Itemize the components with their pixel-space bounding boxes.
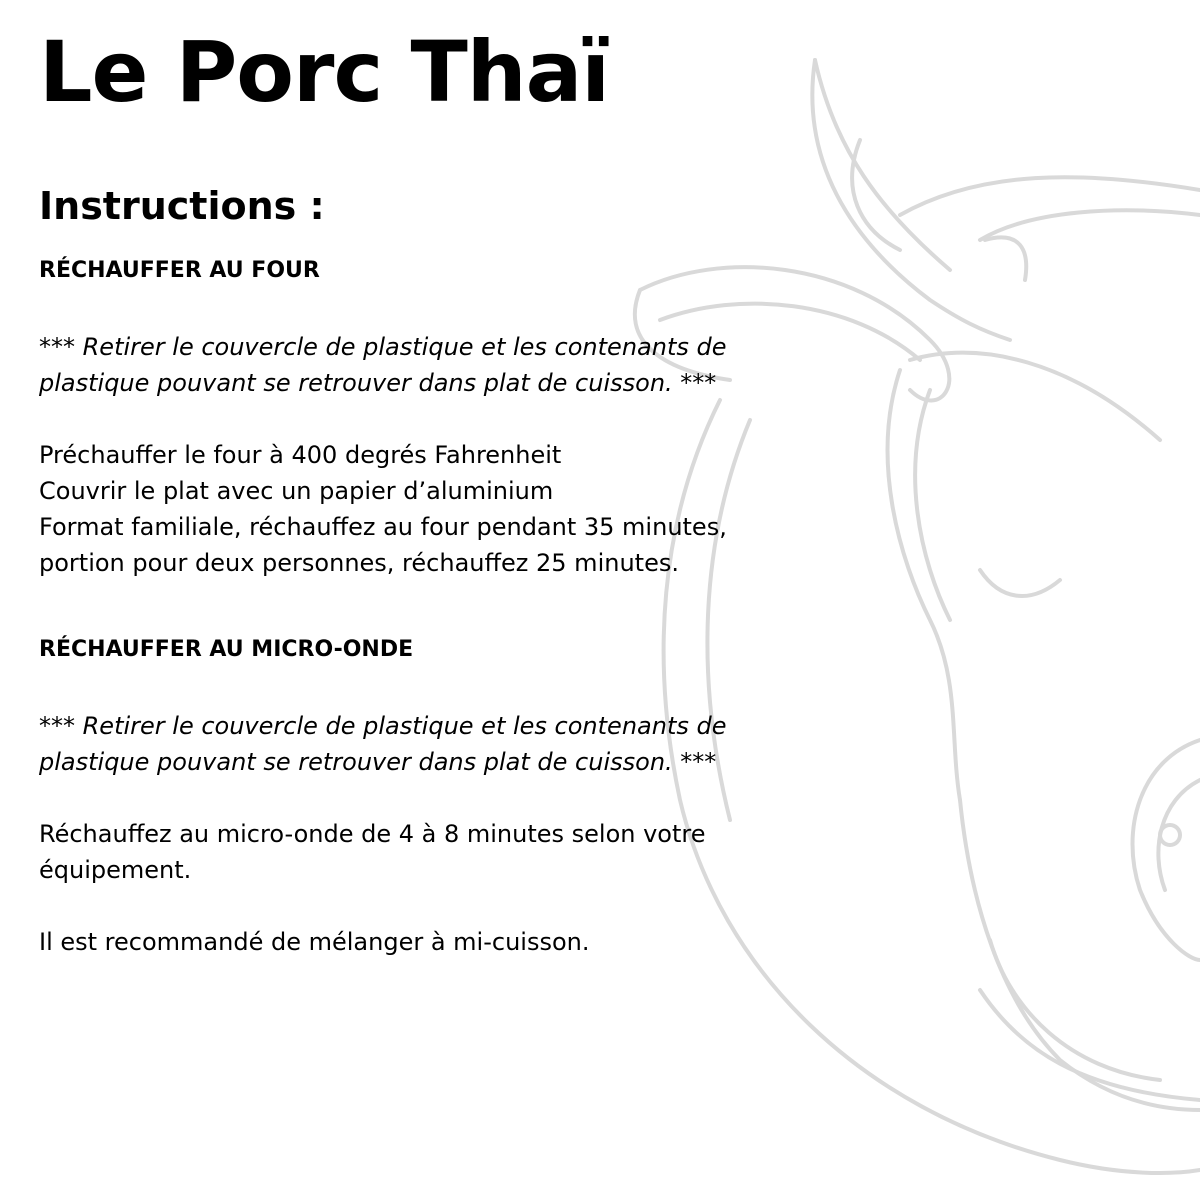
microwave-warning-line-2: plastique pouvant se retrouver dans plat de cuisson. *** — [39, 748, 717, 776]
oven-step-cover: Couvrir le plat avec un papier d’aluminium — [39, 477, 554, 505]
oven-section-heading: RÉCHAUFFER AU FOUR — [39, 258, 320, 283]
oven-step-family-format: Format familiale, réchauffez au four pendant 35 minutes, — [39, 513, 727, 541]
pig-head-watermark-icon — [600, 40, 1200, 1200]
microwave-instruction — [39, 816, 706, 888]
microwave-recommendation — [39, 924, 589, 960]
microwave-warning-line-1: *** Retirer le couvercle de plastique et les contenants de — [39, 712, 727, 740]
oven-warning-line-2: plastique pouvant se retrouver dans plat de cuisson. *** — [39, 369, 717, 397]
microwave-warning — [39, 708, 727, 780]
oven-step-two-portion: portion pour deux personnes, réchauffez 25 minutes. — [39, 549, 679, 577]
page-title: Le Porc Thaï — [39, 23, 610, 121]
oven-step-preheat: Préchauffer le four à 400 degrés Fahrenheit — [39, 441, 562, 469]
oven-warning-line-1: *** Retirer le couvercle de plastique et les contenants de — [39, 333, 727, 361]
microwave-recommendation-line: Il est recommandé de mélanger à mi-cuisson. — [39, 928, 590, 956]
microwave-instruction-line-2: équipement. — [39, 856, 192, 884]
microwave-instruction-line-1: Réchauffez au micro-onde de 4 à 8 minutes selon votre — [39, 820, 706, 848]
oven-warning — [39, 329, 727, 401]
instructions-heading: Instructions : — [39, 184, 325, 228]
microwave-section-heading: RÉCHAUFFER AU MICRO-ONDE — [39, 637, 414, 662]
oven-steps — [39, 437, 727, 581]
